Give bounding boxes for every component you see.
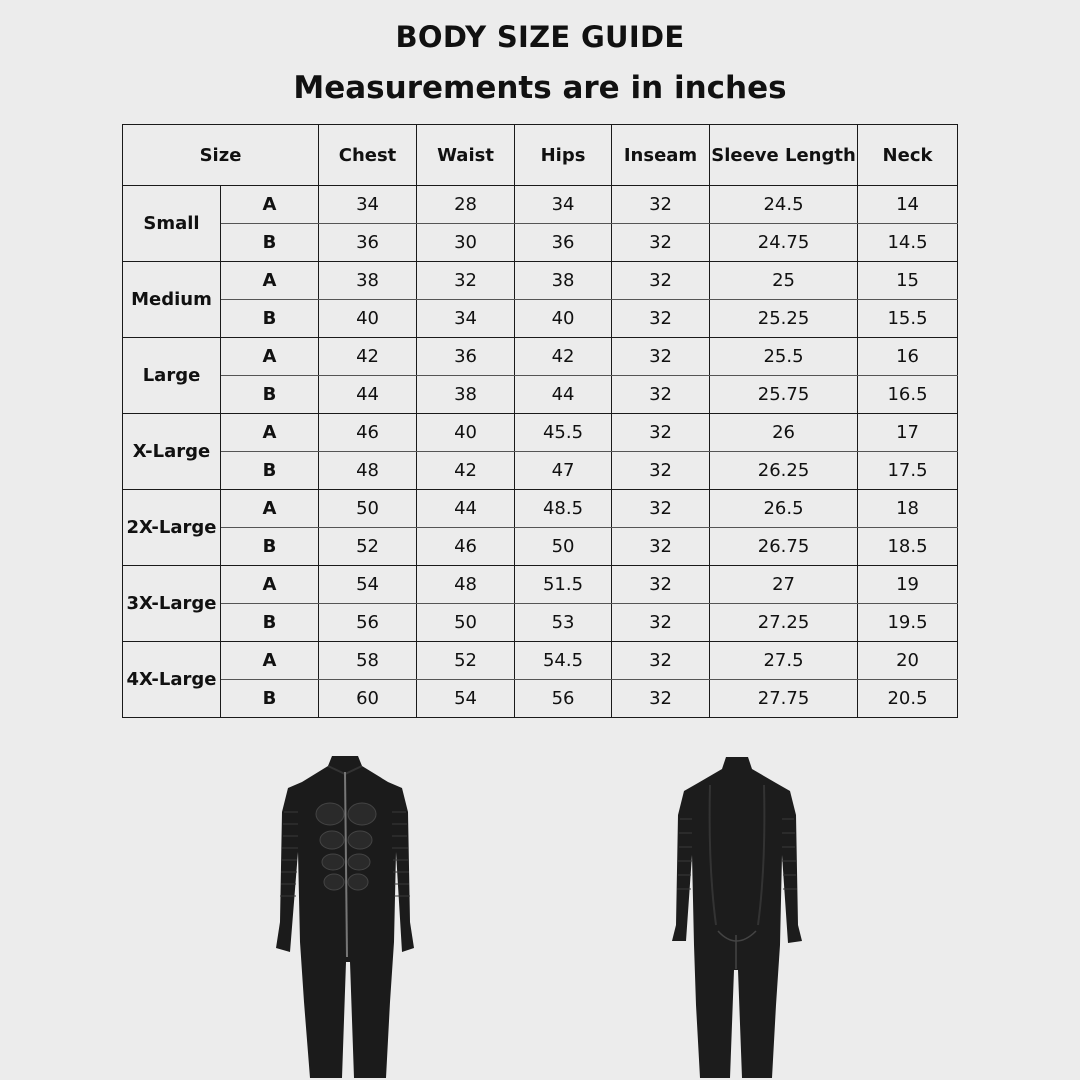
size-name-cell: Medium [123,262,221,338]
measurement-cell: 40 [417,414,515,452]
page-title: BODY SIZE GUIDE [395,20,685,54]
table-row [123,490,958,528]
measurement-cell: 14 [858,186,958,224]
measurement-cell: 32 [612,680,710,718]
table-row [123,300,958,338]
measurement-cell: 25 [710,262,858,300]
measurement-cell: 24.5 [710,186,858,224]
measurement-cell: 15 [858,262,958,300]
measurement-cell: 30 [417,224,515,262]
measurement-cell: 53 [515,604,612,642]
measurement-cell: 26.25 [710,452,858,490]
size-variant-cell: A [221,490,319,528]
measurement-cell: 17 [858,414,958,452]
measurement-cell: 45.5 [515,414,612,452]
measurement-cell: 26.5 [710,490,858,528]
measurement-cell: 15.5 [858,300,958,338]
size-variant-cell: B [221,604,319,642]
size-name-cell: Small [123,186,221,262]
measurement-cell: 27.75 [710,680,858,718]
measurement-cell: 32 [612,300,710,338]
measurement-cell: 58 [319,642,417,680]
measurement-cell: 32 [612,224,710,262]
measurement-cell: 48 [417,566,515,604]
measurement-cell: 32 [612,528,710,566]
size-variant-cell: B [221,376,319,414]
measurement-cell: 36 [515,224,612,262]
table-row [123,642,958,680]
table-row [123,338,958,376]
size-variant-cell: A [221,566,319,604]
measurement-cell: 60 [319,680,417,718]
measurement-cell: 26 [710,414,858,452]
size-variant-cell: A [221,642,319,680]
measurement-cell: 56 [515,680,612,718]
size-name-cell: 4X-Large [123,642,221,718]
measurement-cell: 50 [417,604,515,642]
page-subtitle: Measurements are in inches [293,70,787,106]
measurement-cell: 34 [417,300,515,338]
measurement-cell: 32 [612,262,710,300]
measurement-cell: 27 [710,566,858,604]
measurement-cell: 14.5 [858,224,958,262]
measurement-cell: 32 [612,338,710,376]
measurement-cell: 52 [319,528,417,566]
measurement-cell: 32 [612,490,710,528]
table-row [123,414,958,452]
measurement-cell: 25.5 [710,338,858,376]
measurement-cell: 54 [417,680,515,718]
table-row [123,376,958,414]
table-row [123,528,958,566]
size-chart-table [122,124,958,718]
column-header: Sleeve Length [710,125,858,186]
measurement-cell: 32 [612,376,710,414]
size-variant-cell: A [221,262,319,300]
size-variant-cell: B [221,224,319,262]
measurement-cell: 27.5 [710,642,858,680]
measurement-cell: 25.25 [710,300,858,338]
measurement-cell: 16.5 [858,376,958,414]
table-header-row [123,125,958,186]
size-name-cell: 2X-Large [123,490,221,566]
measurement-cell: 38 [515,262,612,300]
size-variant-cell: B [221,680,319,718]
measurement-cell: 18 [858,490,958,528]
measurement-cell: 44 [319,376,417,414]
measurement-cell: 36 [417,338,515,376]
column-header: Waist [417,125,515,186]
measurement-cell: 17.5 [858,452,958,490]
measurement-cell: 32 [612,452,710,490]
measurement-cell: 28 [417,186,515,224]
measurement-cell: 19 [858,566,958,604]
measurement-cell: 54 [319,566,417,604]
measurement-cell: 42 [515,338,612,376]
column-header: Hips [515,125,612,186]
measurement-cell: 44 [515,376,612,414]
measurement-cell: 48.5 [515,490,612,528]
size-name-cell: 3X-Large [123,566,221,642]
measurement-cell: 52 [417,642,515,680]
measurement-cell: 16 [858,338,958,376]
size-variant-cell: B [221,452,319,490]
table-row [123,604,958,642]
size-name-cell: X-Large [123,414,221,490]
measurement-cell: 32 [417,262,515,300]
measurement-cell: 32 [612,566,710,604]
measurement-cell: 25.75 [710,376,858,414]
measurement-cell: 42 [417,452,515,490]
measurement-cell: 46 [417,528,515,566]
measurement-cell: 38 [417,376,515,414]
column-header: Neck [858,125,958,186]
measurement-cell: 32 [612,414,710,452]
measurement-cell: 56 [319,604,417,642]
size-variant-cell: B [221,300,319,338]
measurement-cell: 44 [417,490,515,528]
measurement-cell: 34 [319,186,417,224]
measurement-cell: 20.5 [858,680,958,718]
measurement-cell: 38 [319,262,417,300]
table-row [123,262,958,300]
column-header: Chest [319,125,417,186]
table-row [123,566,958,604]
table-row [123,224,958,262]
size-variant-cell: A [221,338,319,376]
measurement-cell: 32 [612,604,710,642]
measurement-cell: 42 [319,338,417,376]
size-variant-cell: A [221,414,319,452]
column-header: Inseam [612,125,710,186]
measurement-cell: 40 [319,300,417,338]
size-variant-cell: A [221,186,319,224]
measurement-cell: 32 [612,186,710,224]
front-suit-image [270,752,420,1080]
measurement-cell: 48 [319,452,417,490]
size-variant-cell: B [221,528,319,566]
table-row [123,186,958,224]
measurement-cell: 50 [319,490,417,528]
measurement-cell: 19.5 [858,604,958,642]
table-row [123,680,958,718]
measurement-cell: 51.5 [515,566,612,604]
measurement-cell: 20 [858,642,958,680]
back-suit-image [670,755,805,1080]
measurement-cell: 27.25 [710,604,858,642]
measurement-cell: 46 [319,414,417,452]
measurement-cell: 24.75 [710,224,858,262]
measurement-cell: 18.5 [858,528,958,566]
table-row [123,452,958,490]
measurement-cell: 47 [515,452,612,490]
column-header: Size [123,125,319,186]
measurement-cell: 50 [515,528,612,566]
measurement-cell: 32 [612,642,710,680]
measurement-cell: 36 [319,224,417,262]
measurement-cell: 40 [515,300,612,338]
measurement-cell: 54.5 [515,642,612,680]
measurement-cell: 34 [515,186,612,224]
size-name-cell: Large [123,338,221,414]
measurement-cell: 26.75 [710,528,858,566]
